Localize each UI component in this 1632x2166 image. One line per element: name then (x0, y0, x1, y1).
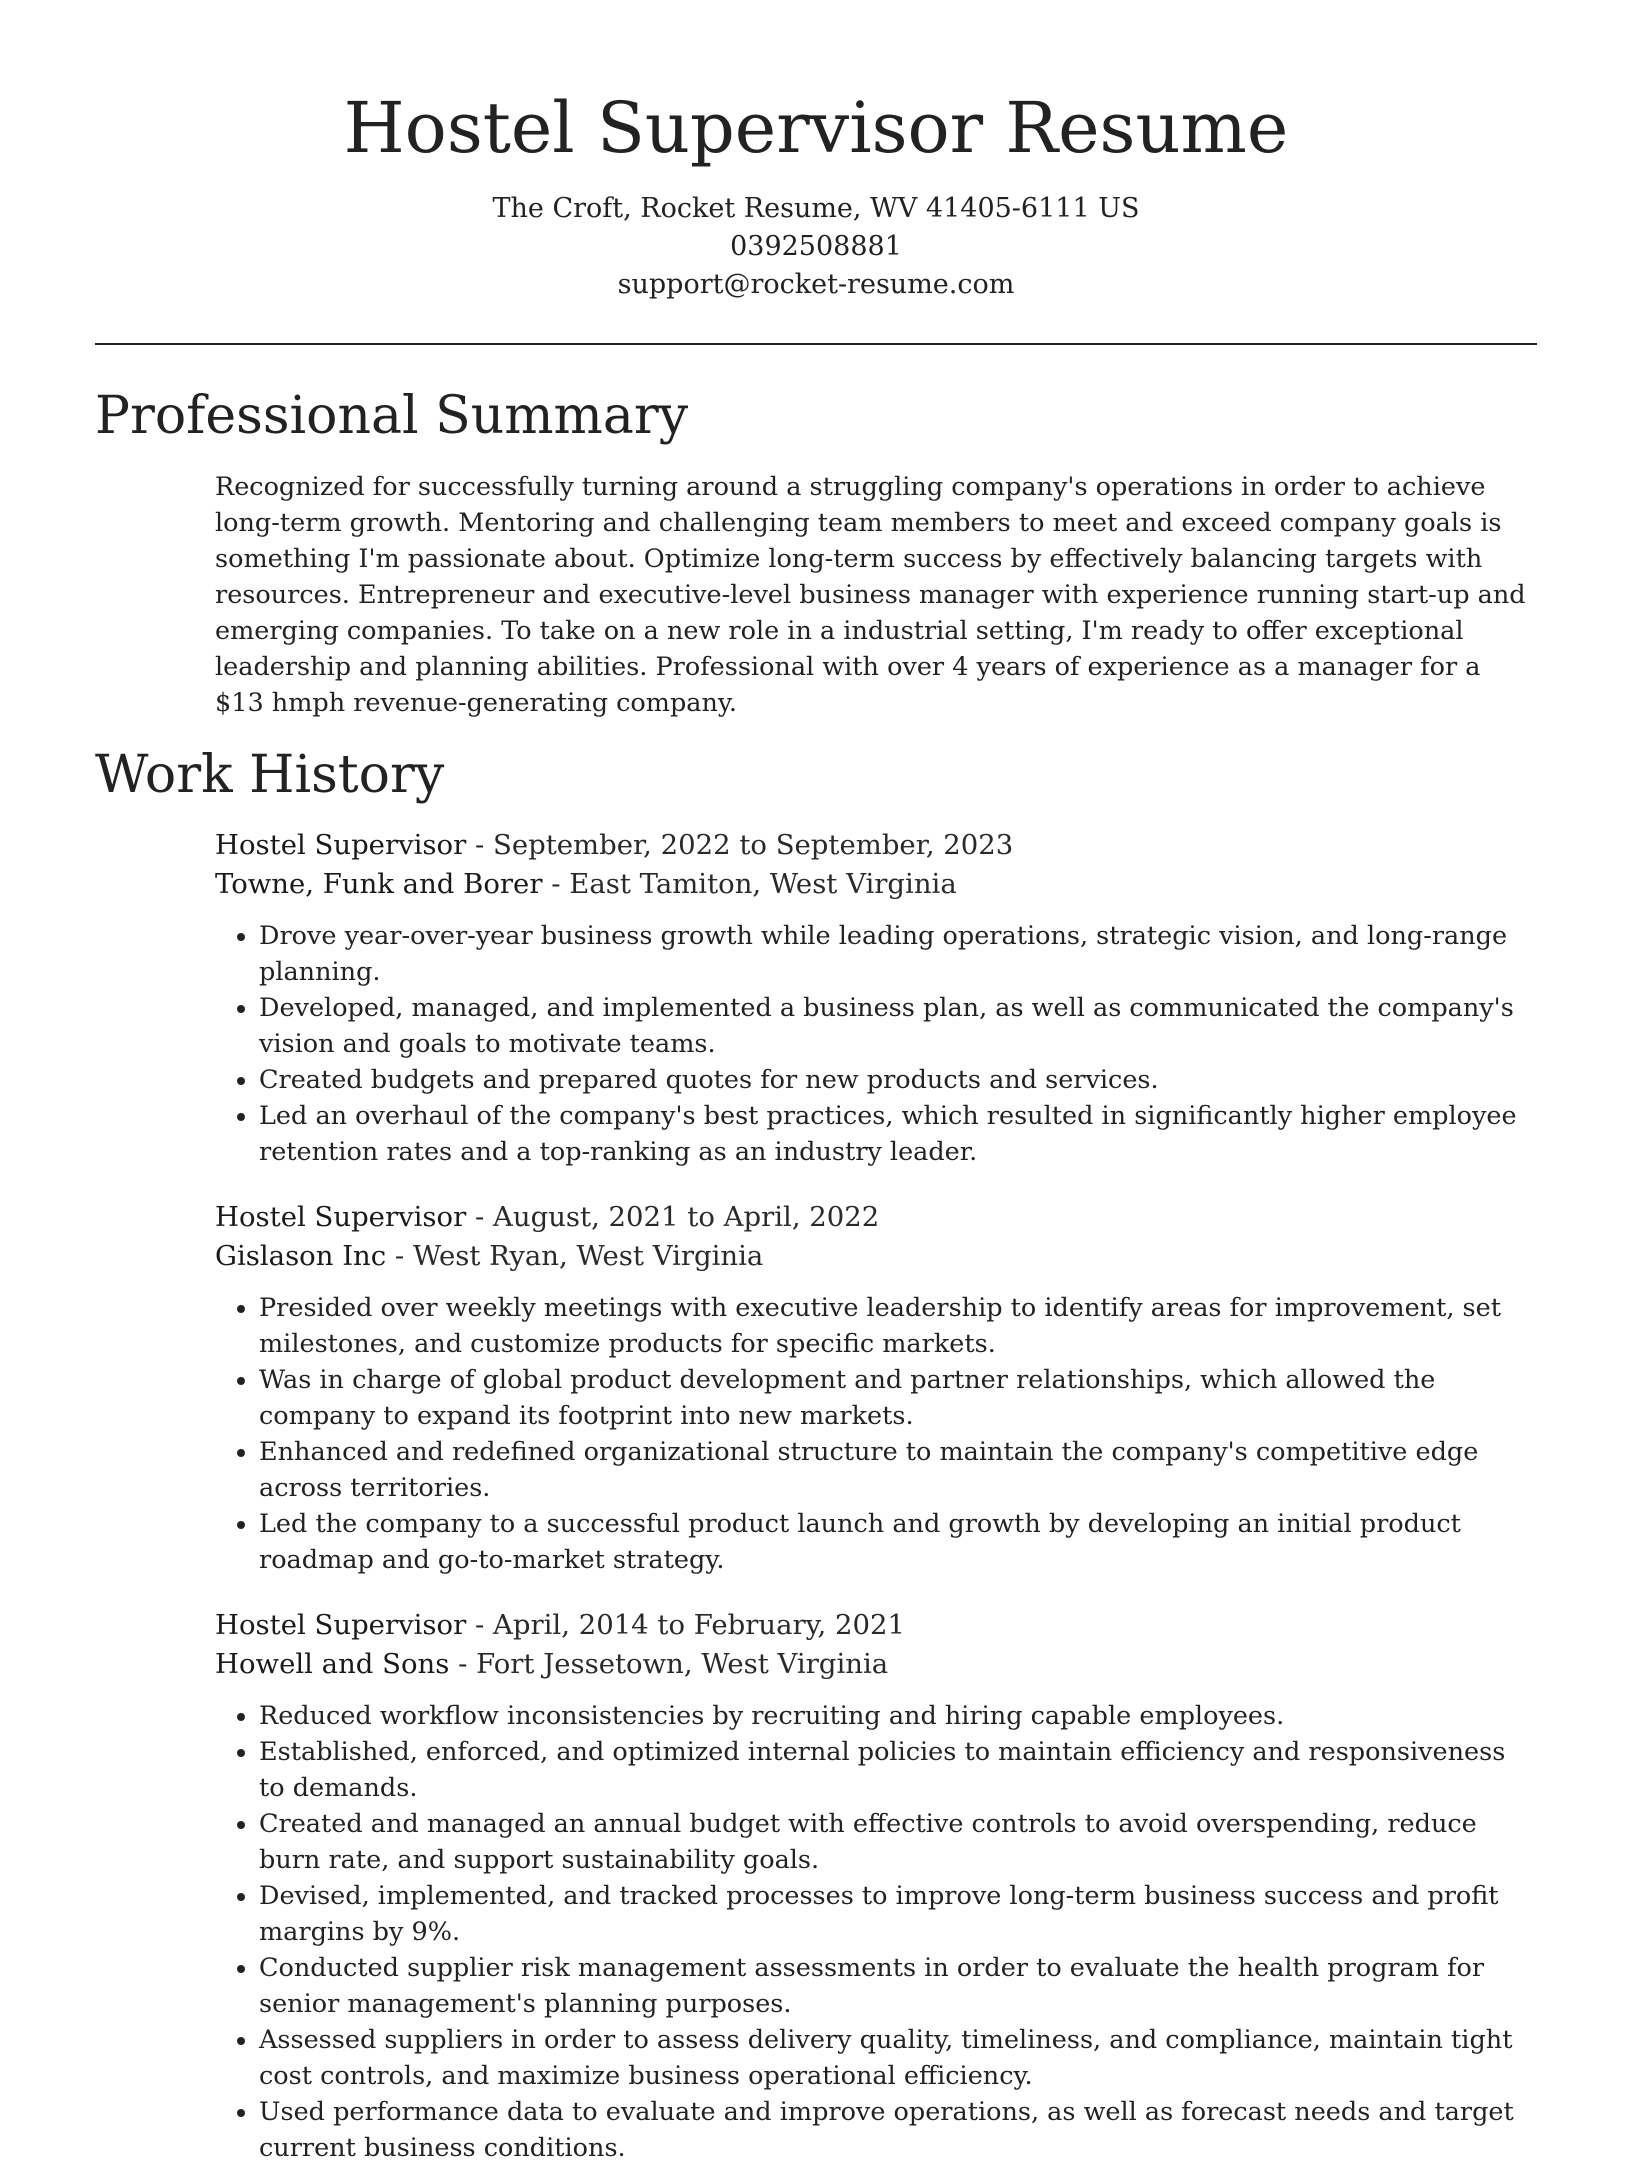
job-company-line (215, 865, 1537, 904)
job-duty-item: • Presided over weekly meetings with executive leadership to identify areas for improvement, set milestones, and customize products for specific markets. (259, 1290, 1537, 1362)
professional-summary-section (95, 385, 1537, 721)
job-duty-item: • Established, enforced, and optimized internal policies to maintain efficiency and responsiveness to demands. (259, 1734, 1537, 1806)
job-separator: - (449, 1648, 477, 1680)
job-duty-item: • Reduced workflow inconsistencies by recruiting and hiring capable employees. (259, 1698, 1537, 1734)
job-entry (215, 826, 1537, 1170)
job-separator: - (386, 1240, 413, 1272)
job-duties-list (215, 918, 1537, 1170)
job-location: West Ryan, West Virginia (412, 1240, 764, 1272)
job-duty-item: • Drove year-over-year business growth while leading operations, strategic vision, and long-range planning. (259, 918, 1537, 990)
job-duties-list (215, 1290, 1537, 1578)
job-separator: - (466, 1201, 494, 1233)
job-duty-item: • Developed, managed, and implemented a business plan, as well as communicated the company's vision and goals to motivate teams. (259, 990, 1537, 1062)
job-dates: September, 2022 to September, 2023 (493, 829, 1014, 861)
job-duty-item: • Created and managed an annual budget with effective controls to avoid overspending, reduce burn rate, and support sustainability goals. (259, 1806, 1537, 1878)
job-duty-item: • Led an overhaul of the company's best practices, which resulted in significantly higher employee retention rates and a top-ranking as an industry leader. (259, 1098, 1537, 1170)
contact-address: The Croft, Rocket Resume, WV 41405-6111 US (492, 193, 1140, 224)
job-duty-item: • Used performance data to evaluate and improve operations, as well as forecast needs and target current business conditions. (259, 2094, 1537, 2166)
job-title-line (215, 1198, 1537, 1237)
job-location: Fort Jessetown, West Virginia (476, 1648, 889, 1680)
job-title-line (215, 826, 1537, 865)
job-company: Howell and Sons (215, 1648, 450, 1680)
job-role: Hostel Supervisor (215, 829, 467, 861)
job-company: Towne, Funk and Borer (215, 868, 543, 900)
job-duty-item: • Led the company to a successful product launch and growth by developing an initial product roadmap and go-to-market strategy. (259, 1506, 1537, 1578)
job-separator: - (466, 1609, 494, 1641)
job-duty-item: • Was in charge of global product development and partner relationships, which allowed the company to expand its footprint into new markets. (259, 1362, 1537, 1434)
job-location: East Tamiton, West Virginia (569, 868, 957, 900)
job-duty-item: • Assessed suppliers in order to assess delivery quality, timeliness, and compliance, maintain tight cost controls, and maximize business operational efficiency. (259, 2022, 1537, 2094)
job-company: Gislason Inc (215, 1240, 387, 1272)
header-divider (95, 343, 1537, 345)
job-separator: - (466, 829, 494, 861)
job-duties-list (215, 1698, 1537, 2166)
job-dates: April, 2014 to February, 2021 (493, 1609, 905, 1641)
summary-text: Recognized for successfully turning around a struggling company's operations in order to achieve long-term growth. Mentoring and challenging team members to meet and exceed company goals is something I'm passionate about. Optimize long-term success by effectively balancing targets with resources. Entrepreneur and executive-level business manager with experience running start-up and emerging companies. To take on a new role in a industrial setting, I'm ready to offer exceptional leadership and planning abilities. Professional with over 4 years of experience as a manager for a $13 hmph revenue-generating company. (215, 472, 1526, 718)
contact-email: support@rocket-resume.com (617, 269, 1015, 300)
summary-body (215, 469, 1537, 721)
job-dates: August, 2021 to April, 2022 (493, 1201, 880, 1233)
job-company-line (215, 1645, 1537, 1684)
job-company-line (215, 1237, 1537, 1276)
work-history-heading: Work History (95, 745, 445, 805)
job-entry (215, 1198, 1537, 1578)
job-role: Hostel Supervisor (215, 1201, 467, 1233)
job-entry (215, 1606, 1537, 2166)
work-history-body (215, 826, 1537, 2166)
work-history-section (95, 744, 1537, 2166)
job-duty-item: • Devised, implemented, and tracked processes to improve long-term business success and profit margins by 9%. (259, 1878, 1537, 1950)
job-duty-item: • Enhanced and redefined organizational structure to maintain the company's competitive edge across territories. (259, 1434, 1537, 1506)
job-duty-item: • Conducted supplier risk management assessments in order to evaluate the health program for senior management's planning purposes. (259, 1950, 1537, 2022)
job-separator: - (542, 868, 570, 900)
resume-title: Hostel Supervisor Resume (343, 87, 1289, 169)
job-duty-item: • Created budgets and prepared quotes for new products and services. (259, 1062, 1537, 1098)
resume-header (95, 0, 1537, 304)
job-role: Hostel Supervisor (215, 1609, 467, 1641)
summary-heading: Professional Summary (95, 386, 689, 446)
contact-phone: 0392508881 (730, 231, 902, 262)
job-title-line (215, 1606, 1537, 1645)
